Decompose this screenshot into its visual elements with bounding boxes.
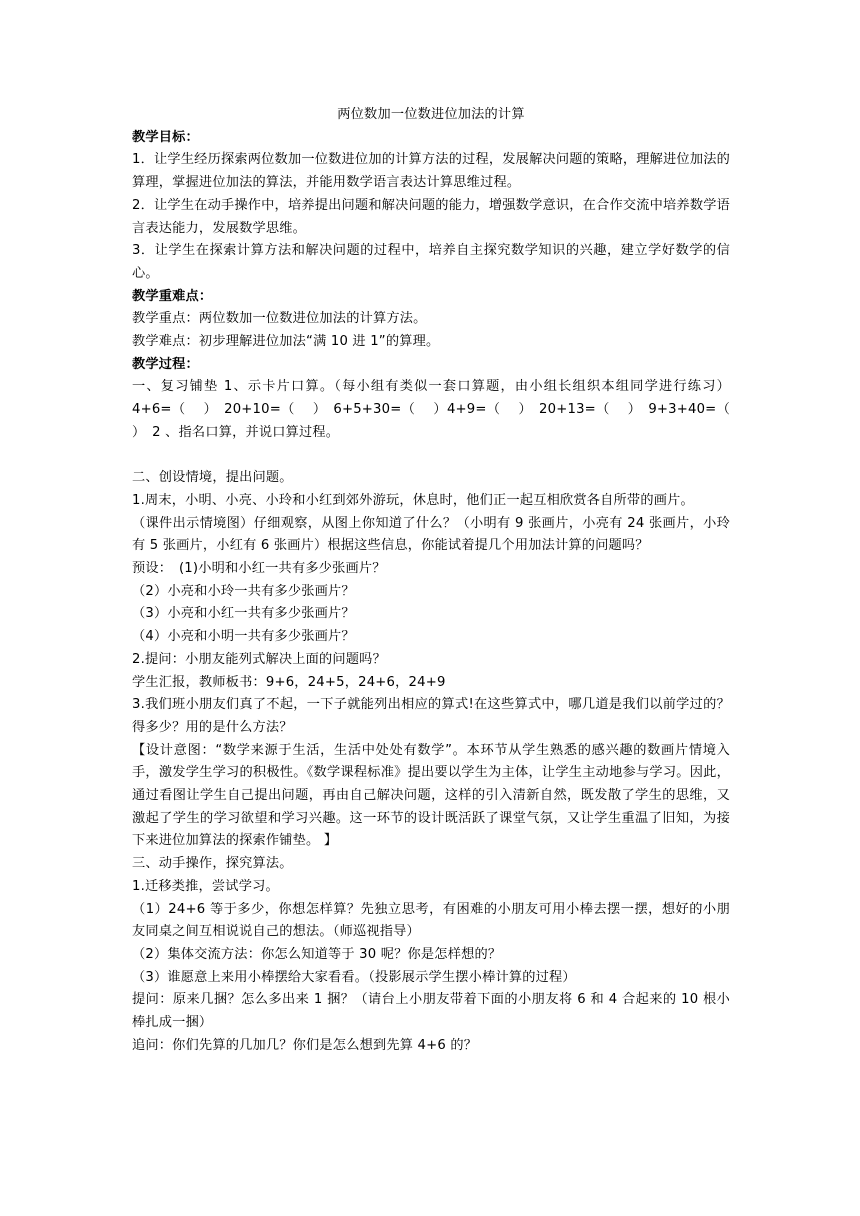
document-page: [132, 104, 748, 1058]
process-heading: 教学过程：: [132, 356, 199, 372]
paragraph: （1）24+6 等于多少，你想怎样算？先独立思考，有困难的小朋友可用小棒去摆一摆，想好的小朋友同桌之间互相说说自己的想法。（师巡视指导）: [132, 901, 730, 940]
blank-line: [132, 445, 730, 468]
paragraph: 提问：原来几捆？怎么多出来 1 捆？（请台上小朋友带着下面的小朋友将 6 和 4 合起来的 10 根小棒扎成一捆）: [132, 992, 730, 1031]
review-section: 一、复习铺垫 1、示卡片口算。（每小组有类似一套口算题，由小组长组织本组同学进行练习） 4+6=（ ） 20+10=（ ） 6+5+30=（ ）4+9=（ ） 20+13=（ ） 9+3+40=（ ） 2 、指名口算，并说口算过程。: [132, 379, 748, 440]
keypoints-heading: 教学重难点：: [132, 288, 213, 304]
paragraph: 预设： (1)小明和小红一共有多少张画片？: [132, 561, 386, 577]
paragraph: （课件出示情境图）仔细观察，从图上你知道了什么？（小明有 9 张画片，小亮有 24 张画片，小玲有 5 张画片，小红有 6 张画片）根据这些信息，你能试着提几个用加法计算的问题吗？: [132, 515, 730, 554]
objective-item: 3．让学生在探索计算方法和解决问题的过程中，培养自主探究数学知识的兴趣，建立学好数学的信心。: [132, 243, 730, 281]
paragraph: 1.迁移类推，尝试学习。: [132, 878, 279, 894]
paragraph: （4）小亮和小明一共有多少张画片？: [132, 629, 355, 645]
situation-heading: 二、创设情境，提出问题。: [132, 470, 293, 486]
document-title: 两位数加一位数进位加法的计算: [337, 107, 525, 122]
paragraph: 追问：你们先算的几加几？你们是怎么想到先算 4+6 的？: [132, 1037, 478, 1053]
paragraph: （2）集体交流方法：你怎么知道等于 30 呢？你是怎样想的？: [132, 947, 502, 962]
paragraph: （3）小亮和小红一共有多少张画片？: [132, 606, 355, 622]
objective-item: 2．让学生在动手操作中，培养提出问题和解决问题的能力，增强数学意识，在合作交流中培养数学语言表达能力，发展数学思维。: [132, 197, 730, 236]
objectives-heading: 教学目标：: [132, 129, 199, 145]
operation-heading: 三、动手操作，探究算法。: [132, 856, 293, 872]
paragraph: 2.提问：小朋友能列式解决上面的问题吗？: [132, 651, 386, 667]
paragraph: 学生汇报，教师板书：9+6，24+5，24+6，24+9: [132, 674, 446, 690]
objective-item: 1．让学生经历探索两位数加一位数进位加的计算方法的过程，发展解决问题的策略，理解进位加法的算理，掌握进位加法的算法，并能用数学语言表达计算思维过程。: [132, 152, 730, 191]
paragraph: （2）小亮和小玲一共有多少张画片？: [132, 583, 355, 599]
design-intent: 【设计意图：“数学来源于生活，生活中处处有数学”。本环节从学生熟悉的感兴趣的数画片情境入手，激发学生学习的积极性。《数学课程标准》提出要以学生为主体，让学生主动地参与学习。因此，通过看图让学生自己提出问题，再由自己解决问题，这样的引入清新自然，既发散了学生的思维，又激起了学生的学习欲望和学习兴趣。这一环节的设计既活跃了课堂气氛，又让学生重温了旧知，为接下来进位加算法的探索作铺垫。 】: [132, 742, 730, 849]
paragraph: 3.我们班小朋友们真了不起，一下子就能列出相应的算式!在这些算式中，哪几道是我们以前学过的？得多少？用的是什么方法？: [132, 697, 730, 735]
keypoint-item: 教学难点：初步理解进位加法“满 10 进 1”的算理。: [132, 334, 440, 350]
keypoint-item: 教学重点：两位数加一位数进位加法的计算方法。: [132, 311, 427, 327]
paragraph: （3）谁愿意上来用小棒摆给大家看看。（投影展示学生摆小棒计算的过程）: [132, 969, 576, 985]
paragraph: 1.周末，小明、小亮、小玲和小红到郊外游玩，休息时，他们正一起互相欣赏各自所带的画片。: [132, 492, 694, 508]
